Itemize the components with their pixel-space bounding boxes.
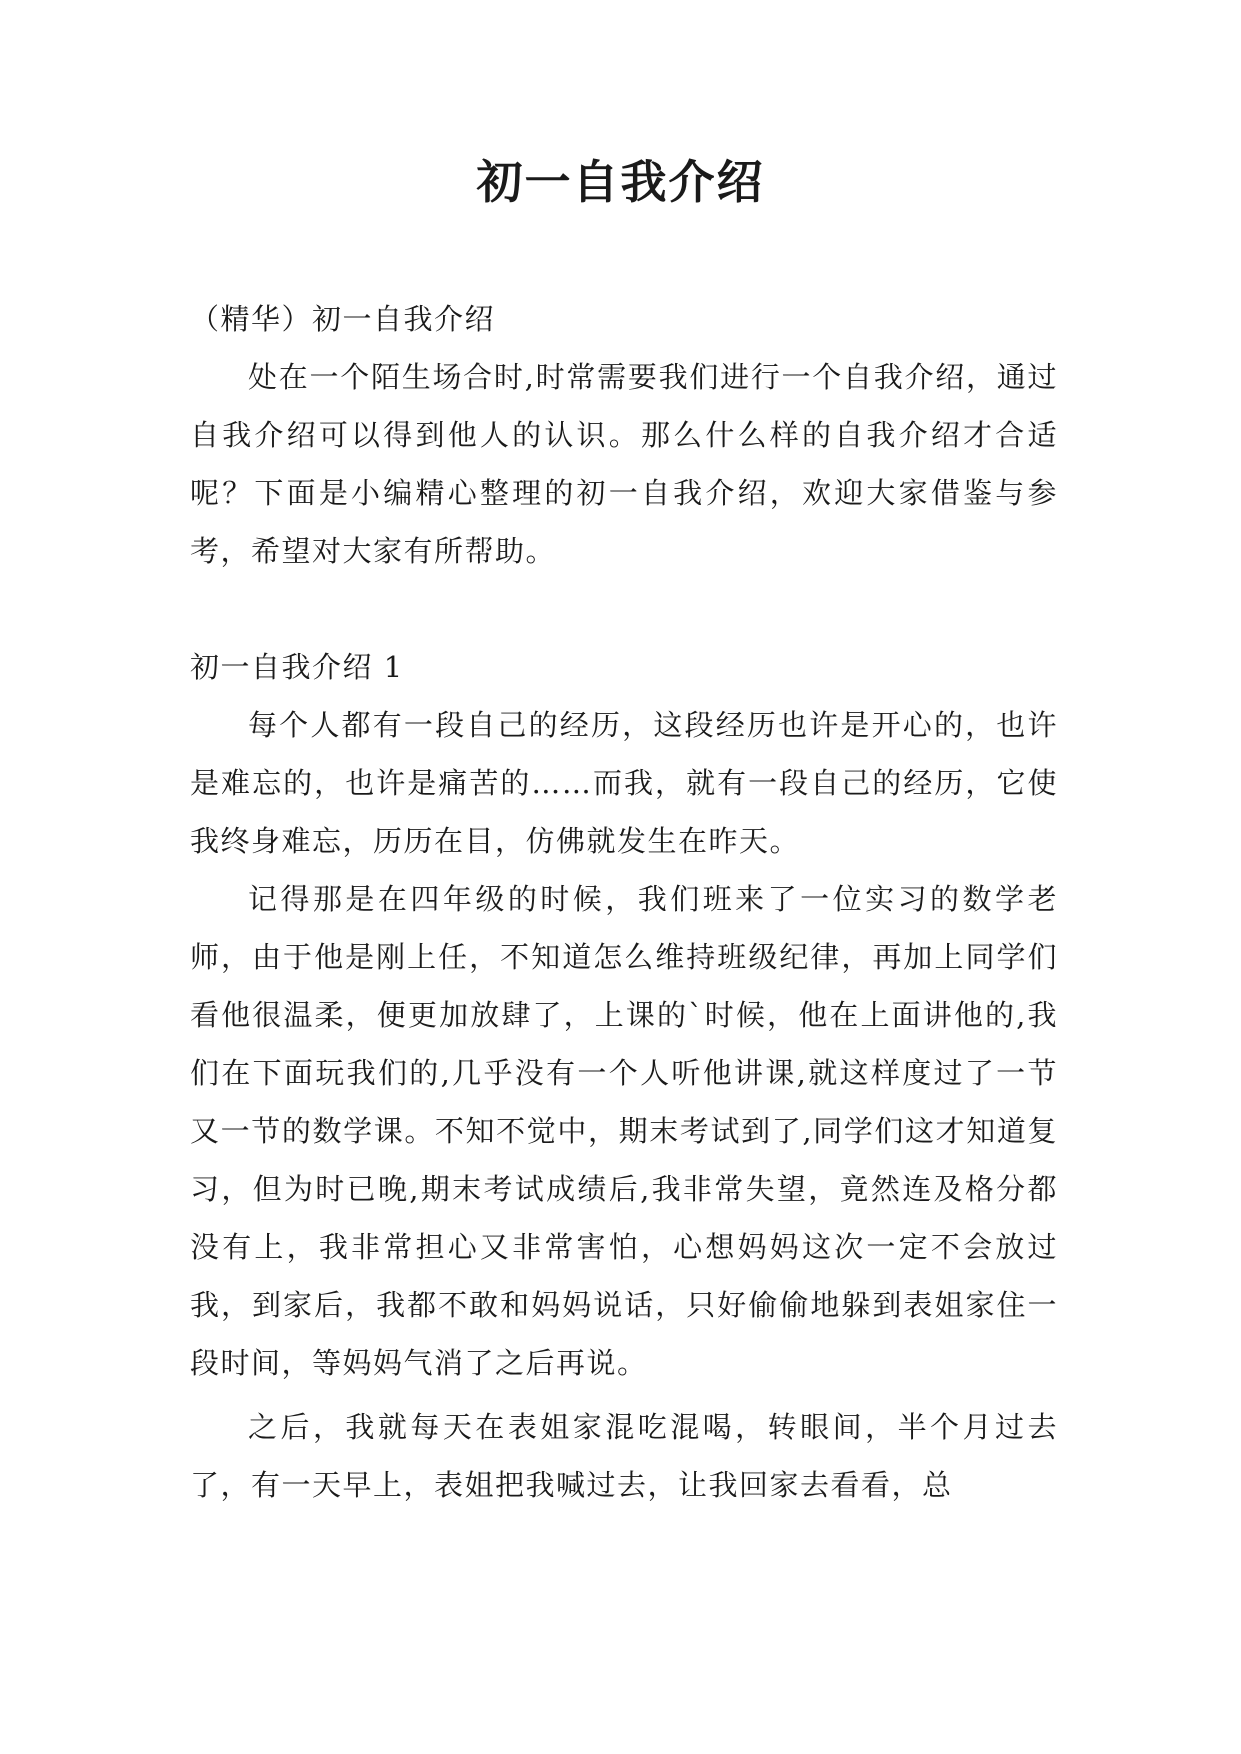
body-paragraph: 记得那是在四年级的时候，我们班来了一位实习的数学老师，由于他是刚上任，不知道怎么维持班级纪律，再加上同学们看他很温柔，便更加放肆了，上课的`时候，他在上面讲他的,我们在下面玩我们的,几乎没有一个人听他讲课,就这样度过了一节又一节的数学课。不知不觉中，期末考试到了,同学们这才知道复习，但为时已晚,期末考试成绩后,我非常失望，竟然连及格分都没有上，我非常担心又非常害怕，心想妈妈这次一定不会放过我，到家后，我都不敢和妈妈说话，只好偷偷地躲到表姐家住一段时间，等妈妈气消了之后再说。 — [190, 882, 1058, 1380]
intro-paragraph: 处在一个陌生场合时,时常需要我们进行一个自我介绍，通过自我介绍可以得到他人的认识。那么什么样的自我介绍才合适呢？下面是小编精心整理的初一自我介绍，欢迎大家借鉴与参考，希望对大家有所帮助。 — [190, 360, 1058, 568]
section-heading: 初一自我介绍 1 — [190, 650, 404, 684]
document-subtitle: （精华）初一自我介绍 — [190, 302, 496, 336]
body-paragraph: 之后，我就每天在表姐家混吃混喝，转眼间，半个月过去了，有一天早上，表姐把我喊过去，让我回家去看看，总 — [190, 1410, 1058, 1502]
document-body — [190, 290, 1058, 1514]
body-paragraph: 每个人都有一段自己的经历，这段经历也许是开心的，也许是难忘的，也许是痛苦的……而我，就有一段自己的经历，它使我终身难忘，历历在目，仿佛就发生在昨天。 — [190, 708, 1058, 858]
document-title: 初一自我介绍 — [476, 155, 765, 209]
